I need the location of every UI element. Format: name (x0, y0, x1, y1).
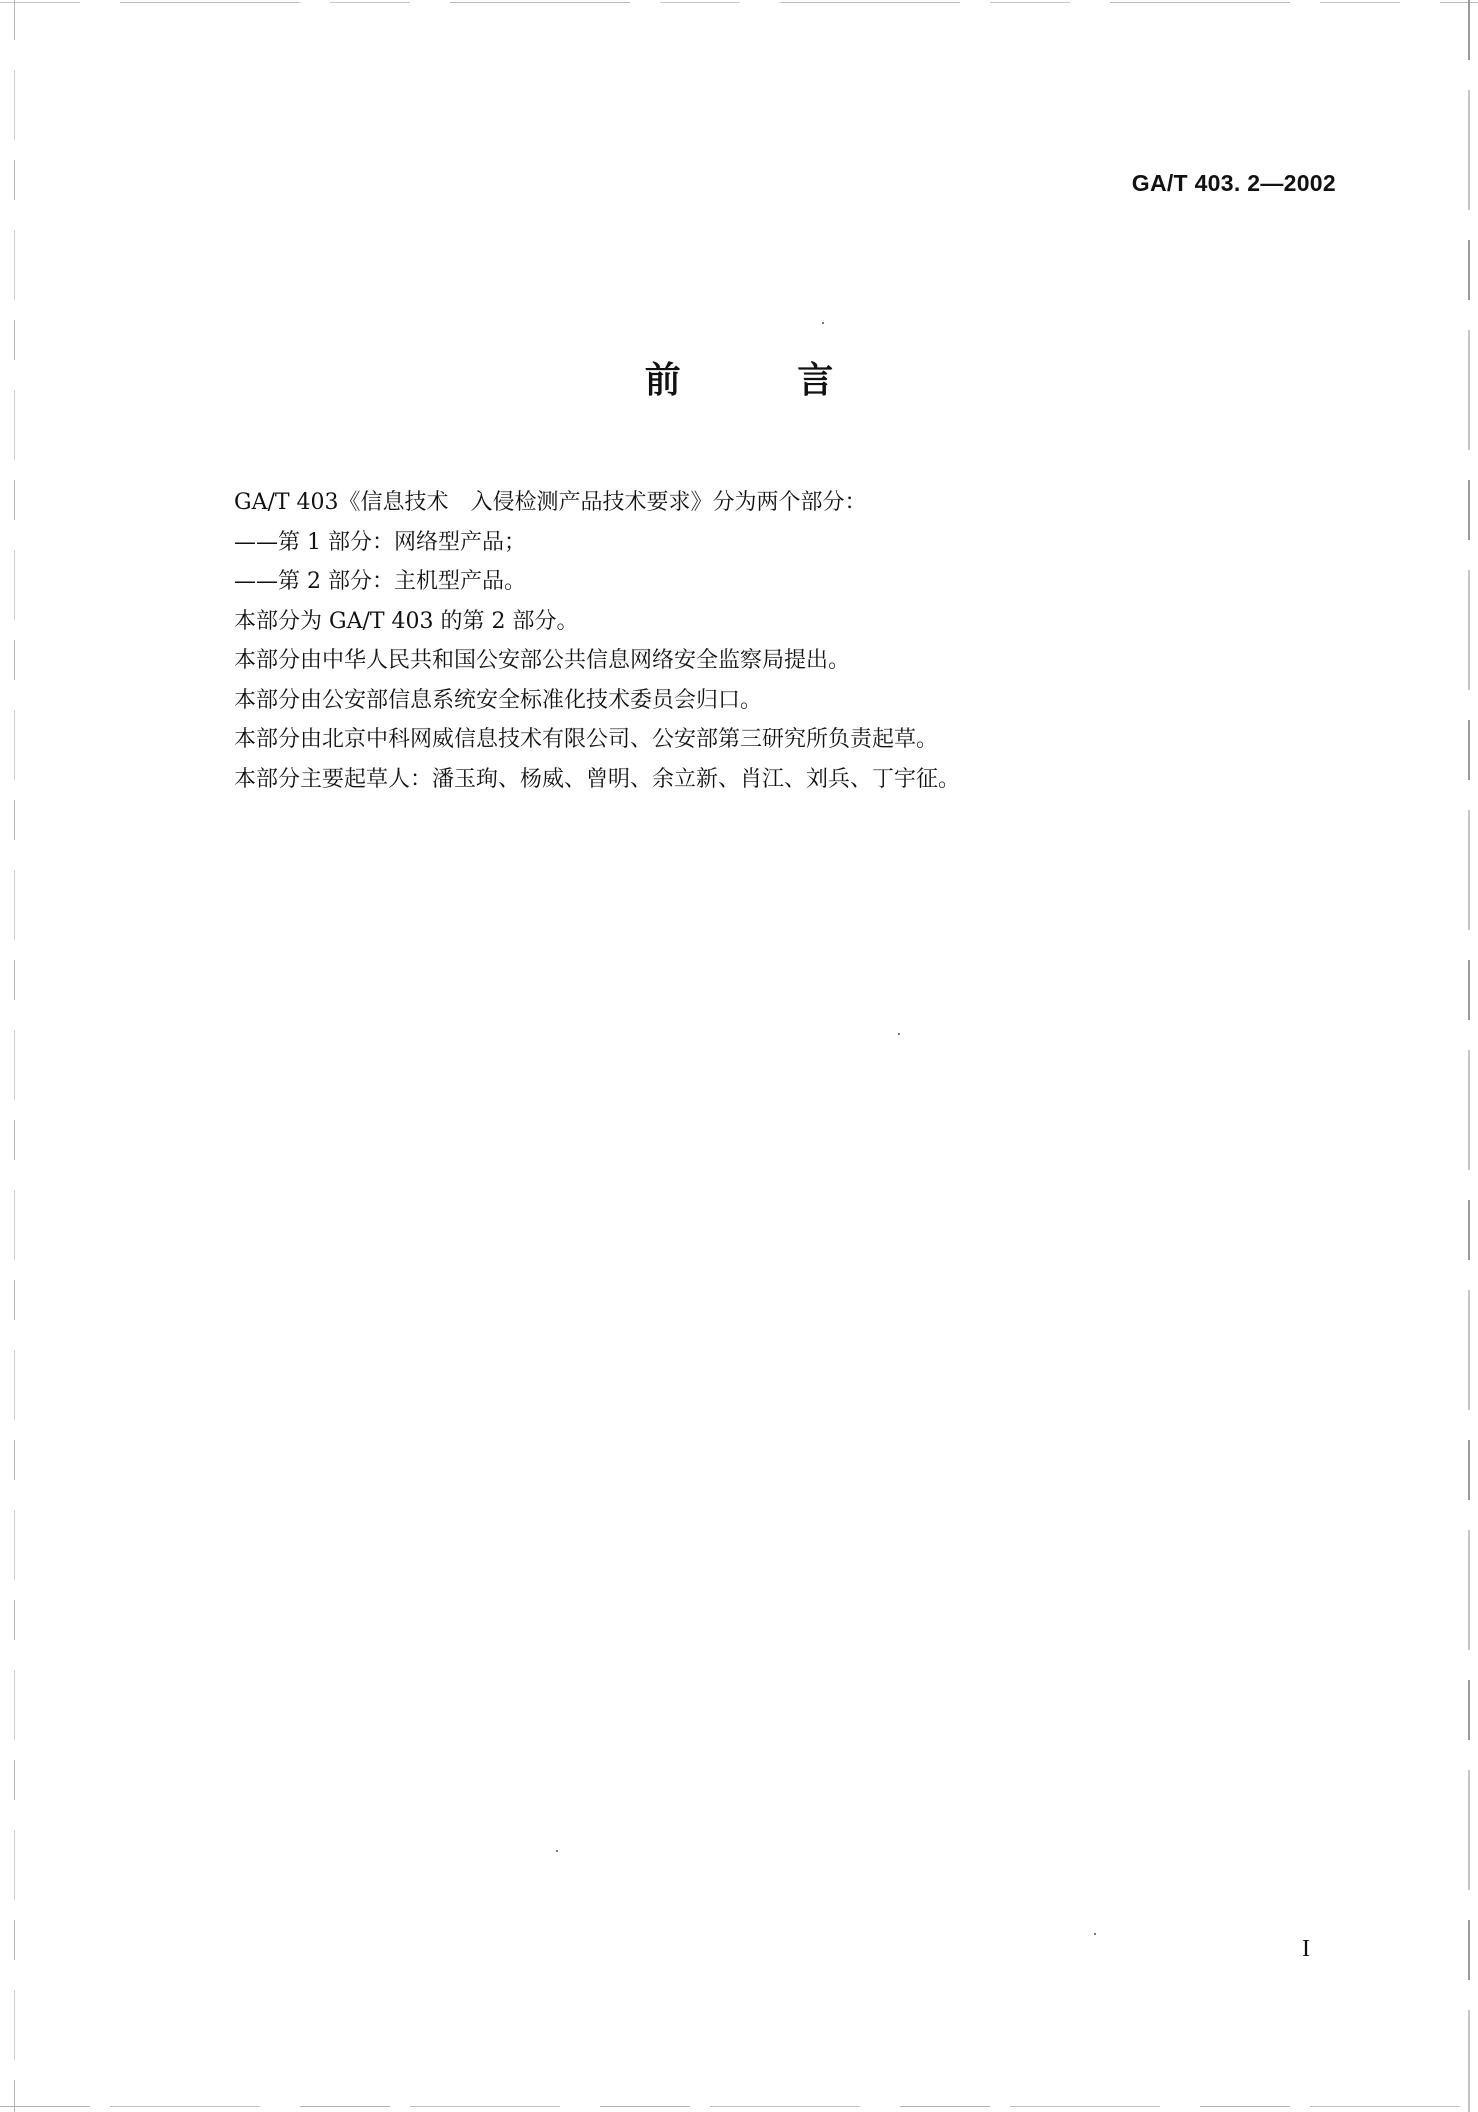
document-code: GA/T 403. 2—2002 (1131, 170, 1336, 196)
preface-line: ——第 1 部分：网络型产品； (234, 529, 526, 555)
scan-speck (556, 1850, 558, 1852)
preface-line: 本部分主要起草人：潘玉珣、杨威、曾明、余立新、肖江、刘兵、丁宇征。 (234, 766, 961, 792)
preface-line: 本部分为 GA/T 403 的第 2 部分。 (234, 608, 579, 634)
scan-edge-top (0, 2, 1478, 3)
scan-speck (822, 322, 824, 324)
preface-line: GA/T 403《信息技术 入侵检测产品技术要求》分为两个部分： (234, 490, 867, 515)
scan-speck (1094, 1933, 1096, 1935)
scan-edge-right (1468, 0, 1470, 2112)
preface-line: 本部分由公安部信息系统安全标准化技术委员会归口。 (234, 687, 763, 713)
scan-edge-bottom (0, 2106, 1478, 2107)
preface-line: ——第 2 部分：主机型产品。 (234, 569, 526, 594)
section-heading: 前 言 (644, 360, 886, 401)
preface-body (234, 483, 1244, 799)
scan-edge-left (14, 0, 15, 2112)
scan-speck (898, 1033, 900, 1035)
preface-line: 本部分由北京中科网威信息技术有限公司、公安部第三研究所负责起草。 (234, 727, 939, 752)
preface-line: 本部分由中华人民共和国公安部公共信息网络安全监察局提出。 (234, 648, 851, 673)
page-number: I (1302, 1936, 1310, 1962)
